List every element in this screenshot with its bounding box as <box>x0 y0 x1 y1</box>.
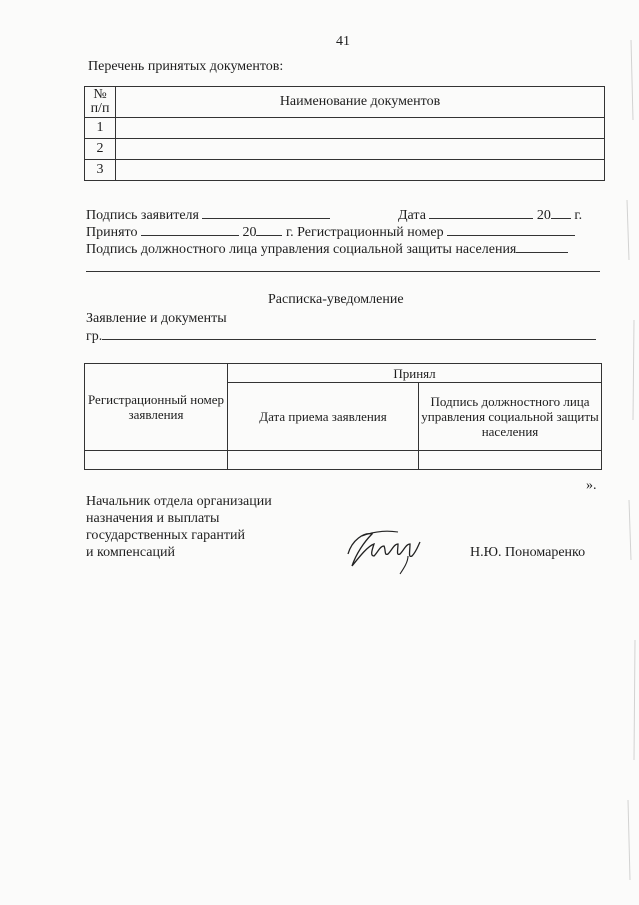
position-line-2: назначения и выплаты <box>86 511 220 526</box>
accepted-label: Принято <box>86 225 138 240</box>
row-name-cell <box>116 139 605 160</box>
empty-cell <box>85 451 228 470</box>
documents-table <box>84 86 605 181</box>
col-reg-number: Регистрационный номер заявления <box>85 364 228 451</box>
official-signature-continuation-blank <box>86 271 600 272</box>
receipt-line-documents: Заявление и документы <box>86 311 227 326</box>
table-row <box>85 139 605 160</box>
col-accepted: Принял <box>228 364 602 383</box>
official-signature-label: Подпись должностного лица управления социальной защиты населения <box>86 242 517 257</box>
row-number: 1 <box>85 118 116 139</box>
position-line-4: и компенсаций <box>86 545 175 560</box>
empty-cell <box>228 451 419 470</box>
applicant-signature-label: Подпись заявителя <box>86 208 199 223</box>
col-official-signature: Подпись должностного лица управления социальной защиты населения <box>419 383 602 451</box>
documents-list-title: Перечень принятых документов: <box>88 59 284 74</box>
row-number: 2 <box>85 139 116 160</box>
reg-number-label: г. Регистрационный номер <box>285 225 444 240</box>
accepted-line <box>86 223 575 241</box>
position-line-3: государственных гарантий <box>86 528 245 543</box>
signer-name: Н.Ю. Пономаренко <box>470 545 586 560</box>
citizen-blank <box>102 327 596 340</box>
col-acceptance-date: Дата приема заявления <box>228 383 419 451</box>
date-blank <box>429 206 533 219</box>
page-number: 41 <box>336 34 350 49</box>
receipt-line-citizen <box>86 327 596 345</box>
closing-quote: ». <box>586 478 597 493</box>
citizen-label: гр. <box>86 329 103 344</box>
table-row <box>85 160 605 181</box>
applicant-signature-line <box>86 206 330 224</box>
documents-table-header <box>85 87 605 118</box>
header-number: № п/п <box>85 87 116 118</box>
scan-noise-edge <box>609 0 639 905</box>
position-line-1: Начальник отдела организации <box>86 494 272 509</box>
official-signature-blank <box>516 240 568 253</box>
date-year-suffix: г. <box>574 208 583 223</box>
date-line <box>398 206 582 224</box>
date-label: Дата <box>398 208 426 223</box>
accepted-year-prefix: 20 <box>242 225 257 240</box>
table-row <box>85 451 602 470</box>
reg-number-blank <box>447 223 575 236</box>
row-number: 3 <box>85 160 116 181</box>
handwritten-signature-icon <box>342 520 428 576</box>
accepted-date-blank <box>141 223 239 236</box>
row-name-cell <box>116 160 605 181</box>
accepted-year-blank <box>256 223 282 236</box>
receipt-table <box>84 363 602 470</box>
row-name-cell <box>116 118 605 139</box>
applicant-signature-blank <box>202 206 330 219</box>
header-name: Наименование документов <box>116 87 605 118</box>
receipt-title: Расписка-уведомление <box>268 292 404 307</box>
empty-cell <box>419 451 602 470</box>
year-blank <box>551 206 571 219</box>
date-year-prefix: 20 <box>536 208 551 223</box>
table-row <box>85 118 605 139</box>
official-signature-line <box>86 240 568 258</box>
